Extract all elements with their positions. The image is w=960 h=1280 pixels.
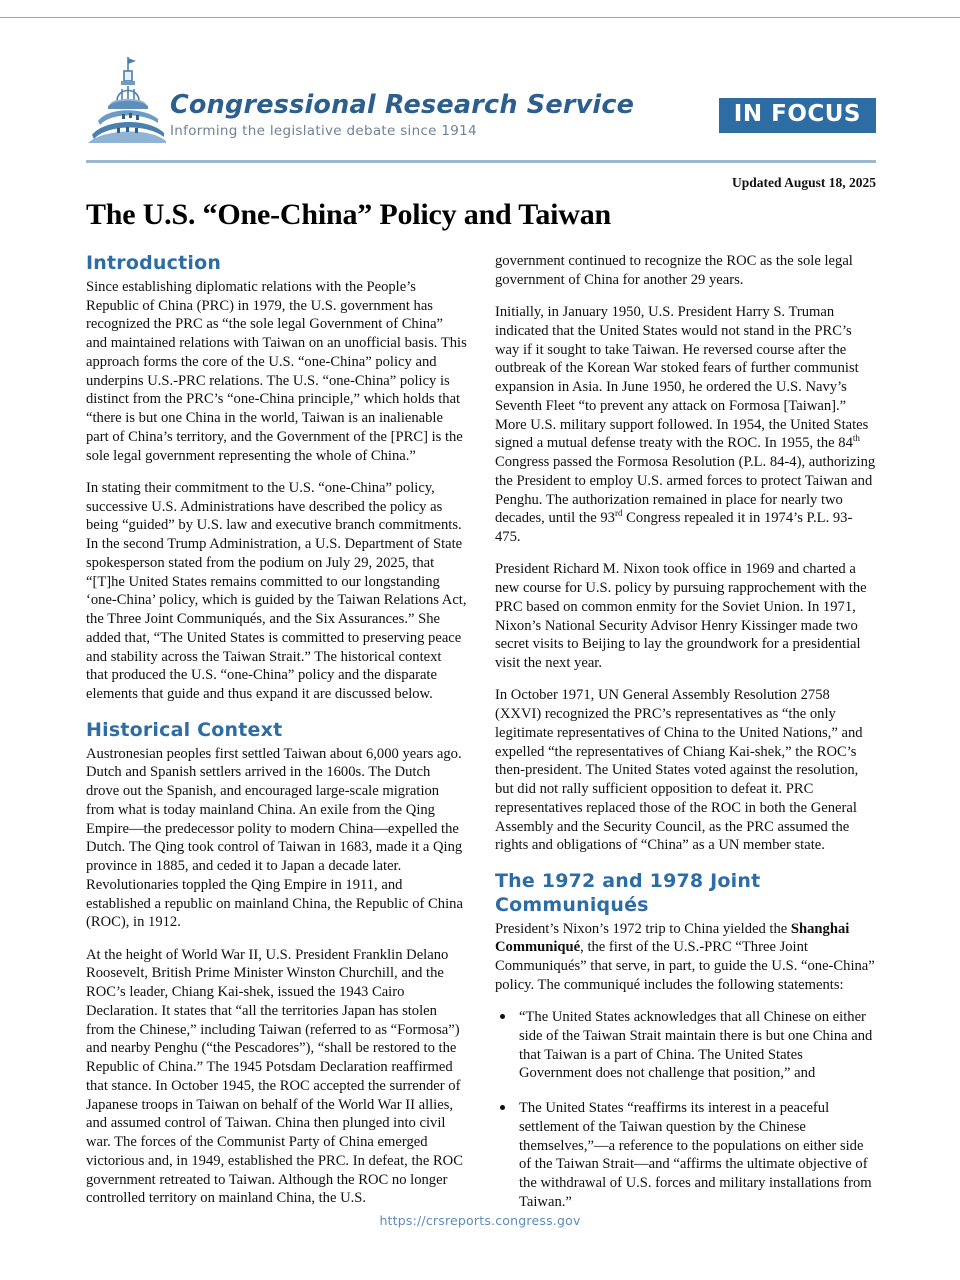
in-focus-badge: IN FOCUS [719,98,876,133]
crs-branding [86,55,634,143]
communiques-intro-paragraph [495,920,876,995]
page-footer [0,1212,960,1230]
masthead [86,55,876,163]
updated-date: Updated August 18, 2025 [731,175,876,190]
crs-wordmark [170,91,634,143]
communique-statements-list [495,1008,876,1212]
communique-bullet-2-text: The United States “reaffirms its interest in a peaceful settlement of the Taiwan question by the Chinese themselves,”—a reference to the populations on either side of the Taiwan Strait—and “affirms the ultimate objective of the withdrawal of U.S. forces and military installations from Taiwan.” [519,1100,872,1210]
list-item [495,1099,876,1212]
intro-paragraph-1: Since establishing diplomatic relations with the People’s Republic of China (PRC) in 1979, the U.S. government has recognized the PRC as “the sole legal Government of China” and maintained relations with Taiwan on an unofficial basis. This approach forms the core of the U.S. “one-China” policy and underpins U.S.-PRC relations. The U.S. “one-China” policy is distinct from the PRC’s “one-China principle,” which holds that “there is but one China in the world, Taiwan is an inalienable part of China’s territory, and the Government of the [PRC] is the sole legal government representing the whole of China.” [86,278,467,464]
page-top-rule [0,17,960,18]
body-columns [86,252,876,1228]
communiques-intro-a: President’s Nixon’s 1972 trip to China yielded the [495,920,791,937]
masthead-divider [86,160,876,163]
page-content [86,55,876,1228]
right-column [495,252,876,1228]
truman-paragraph [495,303,876,547]
section-heading-introduction: Introduction [86,252,222,275]
communique-bullet-1-text: “The United States acknowledges that all Chinese on either side of the Taiwan Strait maintain there is but one China and that Taiwan is a part of China. The United States Government does not challenge that position,” and [519,1009,873,1082]
bullet-dot-icon [500,1014,505,1019]
shanghai-communique-term: Shanghai Communiqué [495,920,850,956]
list-item [495,1008,876,1083]
historical-paragraph-1: Austronesian peoples first settled Taiwan about 6,000 years ago. Dutch and Spanish settlers arrived in the 1600s. The Dutch drove out the Spanish, and encouraged large-scale migration from what is today mainland China. An exile from the Qing Empire—the predecessor polity to modern China—expelled the Dutch. The Qing took control of Taiwan in 1683, made it a Qing province in 1885, and ceded it to Japan a decade later. Revolutionaries toppled the Qing Empire in 1911, and established a republic on mainland China, the Republic of China (ROC), in 1912. [86,745,463,931]
crs-capitol-dome-logo [86,55,166,143]
bullet-dot-icon [500,1105,505,1110]
communiques-intro-b: , the first of the U.S.-PRC “Three Joint Communiqués” that serve, in part, to guide the U.S. “one-China” policy. The communiqué includes the following statements: [495,939,875,993]
section-heading-historical-context: Historical Context [86,718,283,741]
section-heading-joint-communiques: The 1972 and 1978 Joint Communiqués [495,870,761,916]
truman-text-a: Initially, in January 1950, U.S. President Harry S. Truman indicated that the United States would not stand in the PRC’s way if it sought to take Taiwan. He reversed course after the outbreak of the Korean War stoked fears of further communist expansion in Asia. In June 1950, he ordered the U.S. Navy’s Seventh Fleet “to prevent any attack on Formosa [Taiwan].” More U.S. military support followed. In 1954, the United States signed a mutual defense treaty with the ROC. In 1955, the 84 [495,304,869,452]
ordinal-suffix-93: rd [614,508,623,519]
intro-paragraph-2: In stating their commitment to the U.S. “one-China” policy, successive U.S. Administrations have described the policy as being “guided” by U.S. law and executive branch commitments. In the second Trump Administration, a U.S. Department of State spokesperson stated from the podium on July 29, 2025, that “[T]he United States remains committed to our longstanding ‘one-China’ policy, which is guided by the Taiwan Relations Act, the Three Joint Communiqués, and the Six Assurances.” She added that, “The United States is committed to preserving peace and stability across the Taiwan Strait.” The historical context that produced the U.S. “one-China” policy and the disparate elements that guide and thus expand it are discussed below. [86,479,467,703]
page-title: The U.S. “One-China” Policy and Taiwan [86,198,612,231]
left-column [86,252,467,1228]
organization-tagline: Informing the legislative debate since 1914 [170,123,477,139]
un-resolution-paragraph: In October 1971, UN General Assembly Resolution 2758 (XXVI) recognized the PRC’s representatives as “the only legitimate representatives of China to the United Nations,” and expelled “the representatives of Chiang Kai-shek,” the ROC’s then-president. The United States voted against the resolution, but did not rally sufficient opposition to defeat it. PRC representatives replaced those of the ROC in both the General Assembly and the Security Council, as the PRC assumed the rights and obligations of “China” as a UN member state. [495,687,863,854]
truman-text-c: Congress repealed it in 1974’s P.L. 93-475. [495,510,853,546]
truman-text-b: Congress passed the Formosa Resolution (P.L. 84-4), authorizing the President to employ U.S. armed forces to protect Taiwan and Penghu. The authorization remained in place for nearly two decades, until the 93 [495,454,876,527]
organization-name: Congressional Research Service [170,89,635,120]
historical-paragraph-2: At the height of World War II, U.S. President Franklin Delano Roosevelt, British Prime Minister Winston Churchill, and the ROC’s leader, Chiang Kai-shek, issued the 1943 Cairo Declaration. It states that “all the territories Japan has stolen from the Chinese,” including Taiwan (referred to as “Formosa”) and nearby Penghu (“the Pescadores”), “shall be restored to the Republic of China.” The 1945 Potsdam Declaration reaffirmed that stance. In October 1945, the ROC accepted the surrender of Japanese troops in Taiwan on behalf of the World War II allies, and assumed control of Taiwan. China then plunged into civil war. The forces of the Communist Party of China emerged victorious and, in 1949, established the PRC. In defeat, the ROC government retreated to Taiwan. Although the ROC no longer controlled territory on mainland China, the U.S. [86,946,463,1207]
ordinal-suffix-84: th [852,433,860,444]
nixon-paragraph: President Richard M. Nixon took office in 1969 and charted a new course for U.S. policy by pursuing rapprochement with the PRC based on common enmity for the Soviet Union. In 1971, Nixon’s National Security Advisor Henry Kissinger made two secret visits to Beijing to lay the groundwork for a presidential visit the next year. [495,561,867,672]
continuation-paragraph: government continued to recognize the ROC as the sole legal government of China for another 29 years. [495,253,853,288]
crs-reports-url-link[interactable]: https://crsreports.congress.gov [379,1213,581,1228]
